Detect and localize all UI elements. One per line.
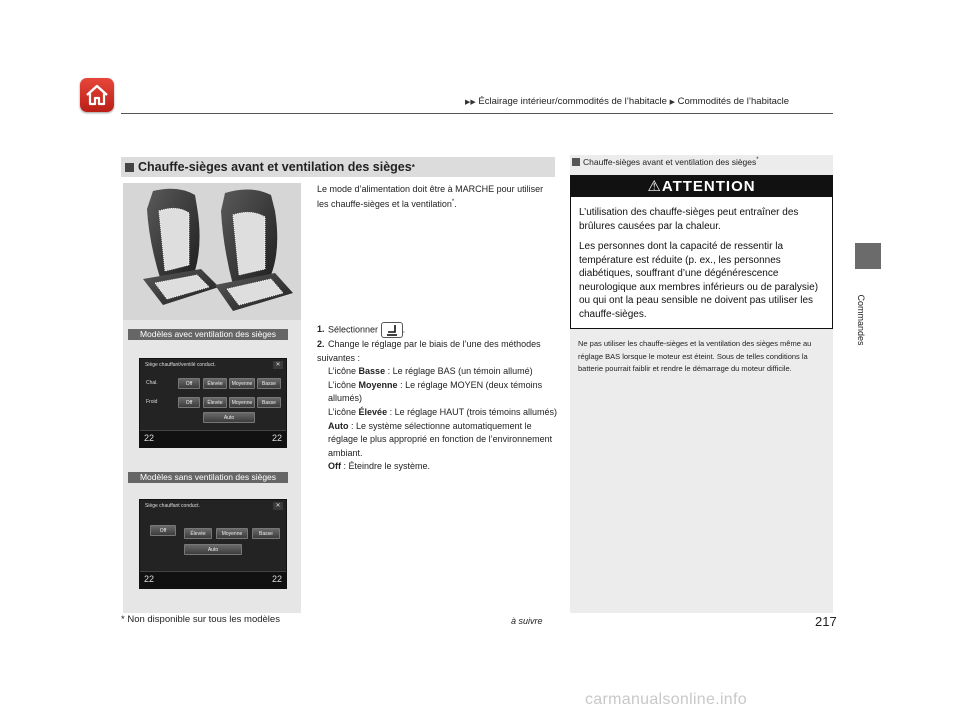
warning-paragraph-2: Les personnes dont la capacité de ressentir la température est réduite (p. ex., les personnes diabétiques, souffrant d’une dégénérescence neurologique aux membres inférieurs ou de paralysie) ou qui ont la peau sensible ne doivent pas utiliser les chauffe-sièges. — [579, 241, 819, 320]
page-number: 217 — [815, 614, 837, 629]
breadcrumb-arrow-icon: ▶ — [669, 99, 675, 106]
cool-mid-button[interactable]: Moyenne — [229, 397, 255, 408]
breadcrumb-item-1[interactable]: Éclairage intérieur/commodités de l’habitacle — [478, 96, 667, 107]
heat-off-button[interactable]: Off — [178, 378, 200, 389]
option-auto: Auto : Le système sélectionne automatiquement le réglage le plus approprié en fonction de l’environnement ambiant. — [328, 420, 553, 458]
heated-ventilated-seat-screen: Siège chauffant/ventilé conduct. ✕ Chal. Froid Off Élevée Moyenne Basse Off Élevée Moyenne Basse Auto 22 22 — [139, 358, 287, 448]
heat-high-button[interactable]: Élevée — [203, 378, 227, 389]
warning-triangle-icon: ⚠ — [647, 178, 662, 195]
header-divider — [121, 113, 833, 114]
cool-high-button[interactable]: Élevée — [203, 397, 227, 408]
option-high: L’icône Élevée : Le réglage HAUT (trois témoins allumés) — [328, 406, 557, 417]
warning-title: ⚠ATTENTION — [571, 176, 832, 197]
auto-button[interactable]: Auto — [203, 412, 255, 423]
continue-label: à suivre — [511, 616, 543, 626]
heat-mid-button[interactable]: Moyenne — [216, 528, 248, 539]
warning-paragraph-1: L’utilisation des chauffe-sièges peut entraîner des brûlures causées par la chaleur. — [579, 207, 799, 232]
seat-heater-icon[interactable] — [381, 322, 403, 338]
step-1: 1. Sélectionner . — [317, 322, 557, 338]
climate-bar — [140, 430, 286, 447]
watermark: carmanualsonline.info — [585, 691, 747, 708]
option-off: Off : Éteindre le système. — [328, 461, 431, 472]
home-icon — [85, 84, 109, 106]
breadcrumb-item-2[interactable]: Commodités de l’habitacle — [677, 96, 790, 107]
chapter-tab-marker[interactable] — [855, 243, 881, 269]
breadcrumb-arrow-icon: ▶▶ — [465, 99, 476, 106]
option-mid: L’icône Moyenne : Le réglage MOYEN (deux témoins allumés) — [328, 379, 543, 404]
option-low: L’icône Basse : Le réglage BAS (un témoin allumé) — [328, 366, 533, 377]
temp-left[interactable]: 22 — [144, 433, 155, 443]
front-seats-image — [123, 183, 301, 320]
heat-mid-button[interactable]: Moyenne — [229, 378, 255, 389]
step-2: 2. Change le réglage par le biais de l’une des méthodes suivantes : — [317, 339, 541, 363]
close-icon[interactable]: ✕ — [273, 361, 283, 369]
battery-note: Ne pas utiliser les chauffe-sièges et la ventilation des sièges même au réglage BAS lorsque le moteur est éteint. Sous de telles conditions la batterie pourrait faiblir et rendre le démarrage du moteur difficile. — [578, 339, 812, 373]
temp-right[interactable]: 22 — [271, 433, 282, 443]
temp-left[interactable]: 22 — [144, 574, 155, 584]
temp-right[interactable]: 22 — [271, 574, 282, 584]
square-bullet-icon — [125, 163, 134, 172]
cool-off-button[interactable]: Off — [178, 397, 200, 408]
seats-illustration — [123, 183, 301, 320]
heat-low-button[interactable]: Basse — [252, 528, 280, 539]
footnote: * Non disponible sur tous les modèles — [121, 614, 280, 625]
without-ventilation-label: Modèles sans ventilation des sièges — [128, 472, 288, 483]
warning-box — [570, 175, 833, 329]
heat-off-button[interactable]: Off — [150, 525, 176, 536]
intro-text: Le mode d’alimentation doit être à MARCHE pour utiliser les chauffe-sièges et la ventilation*. — [317, 184, 544, 209]
breadcrumb — [465, 96, 789, 107]
chapter-tab-label[interactable]: Commandes — [856, 294, 866, 346]
heated-seat-screen: Siège chauffant conduct. ✕ Off Élevée Moyenne Basse Auto 22 22 — [139, 499, 287, 589]
climate-bar — [140, 571, 286, 588]
cool-low-button[interactable]: Basse — [257, 397, 281, 408]
auto-button[interactable]: Auto — [184, 544, 242, 555]
instruction-steps — [317, 322, 557, 474]
with-ventilation-label: Modèles avec ventilation des sièges — [128, 329, 288, 340]
reference-marker-icon — [572, 158, 580, 166]
heat-high-button[interactable]: Élevée — [184, 528, 212, 539]
home-button[interactable] — [80, 78, 114, 112]
section-heading: Chauffe-sièges avant et ventilation des sièges * — [121, 157, 555, 177]
close-icon[interactable]: ✕ — [273, 502, 283, 510]
notes-heading: Chauffe-sièges avant et ventilation des sièges* — [572, 157, 759, 167]
heat-low-button[interactable]: Basse — [257, 378, 281, 389]
